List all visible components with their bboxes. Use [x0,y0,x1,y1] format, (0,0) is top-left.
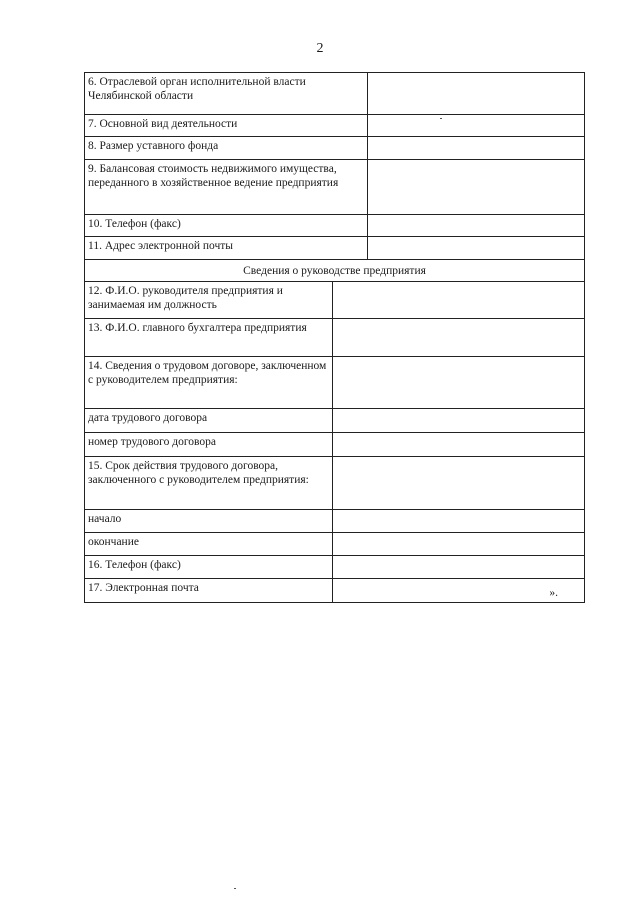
row-value-term-start[interactable] [333,510,585,533]
table-row [85,579,585,603]
row-value-director-phone[interactable] [333,556,585,579]
table-row [85,237,585,260]
row-value-contract-number[interactable] [333,433,585,457]
row-value-contract-date[interactable] [333,409,585,433]
table-row [85,457,585,510]
row-label-director-email: 17. Электронная почта [85,579,333,603]
row-label-term-start: начало [85,510,333,533]
table-row [85,137,585,160]
management-table [84,259,585,603]
row-value-industry-authority[interactable] [368,73,585,115]
row-value-term-end[interactable] [333,533,585,556]
row-label-term-end: окончание [85,533,333,556]
scan-speck [440,118,442,119]
row-value-contract-term[interactable] [333,457,585,510]
row-label-contract-number: номер трудового договора [85,433,333,457]
row-value-main-activity[interactable] [368,115,585,137]
table-row [85,556,585,579]
row-label-property-value: 9. Балансовая стоимость недвижимого имущества, переданного в хозяйственное ведение предприятия [85,160,368,215]
row-label-chief-accountant: 13. Ф.И.О. главного бухгалтера предприятия [85,319,333,357]
row-label-charter-fund: 8. Размер уставного фонда [85,137,368,160]
closing-quote-mark: ». [333,579,585,603]
page-number: 2 [316,41,324,56]
row-value-property-value[interactable] [368,160,585,215]
row-label-director: 12. Ф.И.О. руководителя предприятия и занимаемая им должность [85,282,333,319]
row-label-main-activity: 7. Основной вид деятельности [85,115,368,137]
table-row [85,282,585,319]
row-label-phone: 10. Телефон (факс) [85,215,368,237]
row-label-contract-date: дата трудового договора [85,409,333,433]
table-row [85,319,585,357]
section-header: Сведения о руководстве предприятия [85,260,585,282]
table-row [85,160,585,215]
scan-speck [234,888,236,889]
row-value-email[interactable] [368,237,585,260]
table-row [85,260,585,282]
table-row [85,357,585,409]
row-value-phone[interactable] [368,215,585,237]
table-row [85,533,585,556]
table-row [85,433,585,457]
row-label-director-phone: 16. Телефон (факс) [85,556,333,579]
row-label-email: 11. Адрес электронной почты [85,237,368,260]
table-row [85,510,585,533]
row-label-industry-authority: 6. Отраслевой орган исполнительной власти Челябинской области [85,73,368,115]
row-value-chief-accountant[interactable] [333,319,585,357]
table-row [85,73,585,115]
company-info-table [84,72,585,260]
row-value-charter-fund[interactable] [368,137,585,160]
row-value-contract-info[interactable] [333,357,585,409]
table-row [85,115,585,137]
table-row [85,215,585,237]
row-label-contract-term: 15. Срок действия трудового договора, заключенного с руководителем предприятия: [85,457,333,510]
row-value-director[interactable] [333,282,585,319]
table-row [85,409,585,433]
row-label-contract-info: 14. Сведения о трудовом договоре, заключенном с руководителем предприятия: [85,357,333,409]
